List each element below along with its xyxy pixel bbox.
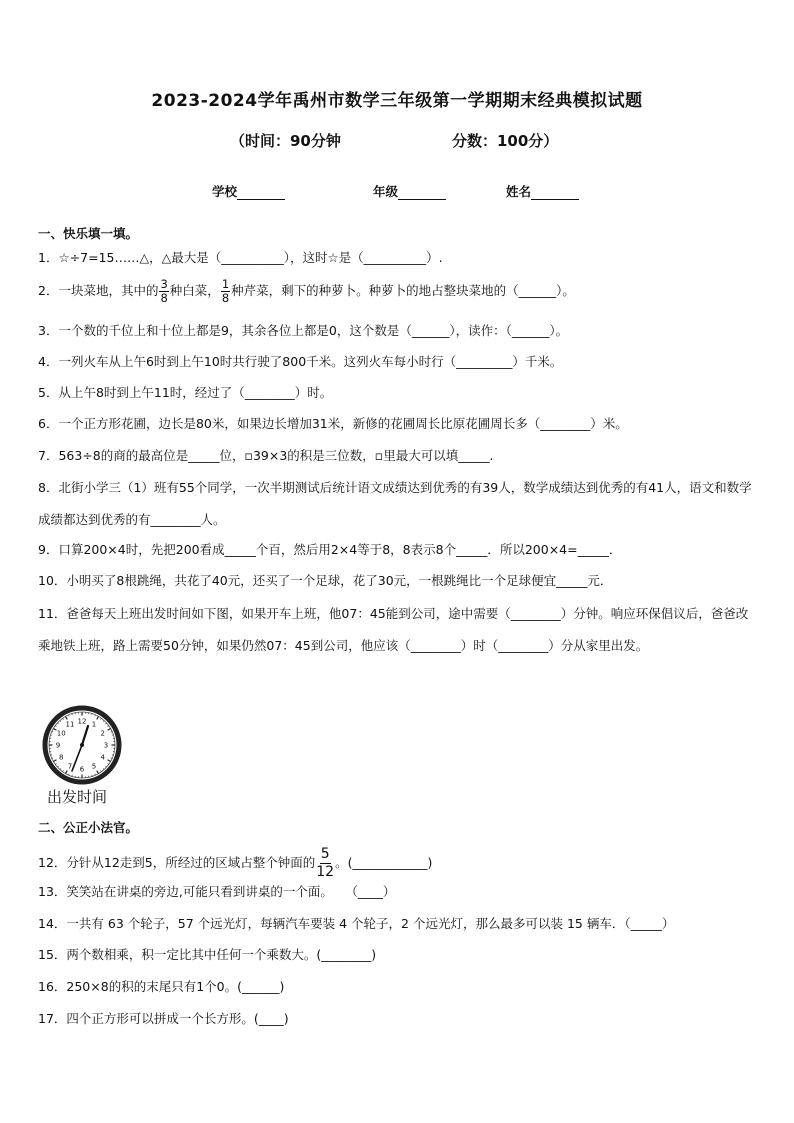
question-2-text-a: 2．一块菜地，其中的: [38, 283, 159, 298]
question-4: 4．一列火车从上午6时到上午10时共行驶了800千米。这列火车每小时行（_________）千米。: [38, 354, 563, 369]
question-11: 11．爸爸每天上班出发时间如下图，如果开车上班，他07：45能到公司，途中需要（________）分钟。响应环保倡议后，爸爸改乘地铁上班，路上需要50分钟，如果仍然07：45到公司，他应该（________）时（________）分从家里出发。: [38, 606, 749, 653]
fraction-three-eighths: $\frac{3}{8}$: [160, 277, 168, 305]
clock-number: 11: [65, 720, 75, 729]
clock-number: 7: [67, 762, 73, 771]
question-7: 7．563÷8的商的最高位是_____位，▫39×3的积是三位数，▫里最大可以填_____.: [38, 448, 494, 463]
exam-title: 2023-2024学年禹州市数学三年级第一学期期末经典模拟试题: [151, 91, 643, 111]
question-5: 5．从上午8时到上午11时，经过了（________）时。: [38, 385, 333, 400]
clock-number: 9: [55, 741, 61, 750]
question-6: 6．一个正方形花圃，边长是80米，如果边长增加31米，新修的花圃周长比原花圃周长多（________）米。: [38, 416, 628, 431]
grade-label: 年级: [373, 184, 399, 199]
question-16: 16．250×8的积的末尾只有1个0。(______): [38, 979, 285, 994]
clock-number: 8: [58, 753, 64, 762]
school-label: 学校: [212, 184, 238, 199]
question-15: 15．两个数相乘，积一定比其中任何一个乘数大。(________): [38, 947, 377, 962]
grade-field: [373, 182, 446, 200]
section-heading-2: 二、公正小法官。: [38, 820, 139, 835]
name-field: [506, 182, 579, 200]
fraction-one-eighth: $\frac{1}{8}$: [221, 277, 230, 305]
question-14: 14．一共有 63 个轮子，57 个远光灯，每辆汽车要装 4 个轮子，2 个远光灯，那么最多可以装 15 辆车．（_____）: [38, 916, 675, 931]
question-2: [38, 278, 575, 305]
fraction-five-twelfths: $\frac{5}{12}$: [316, 846, 335, 880]
question-1: 1．☆÷7=15……△，△最大是（__________），这时☆是（__________）.: [38, 250, 443, 265]
school-field: [212, 182, 285, 200]
grade-blank[interactable]: [398, 185, 446, 200]
question-12: [38, 846, 432, 881]
clock-center: [80, 743, 84, 747]
question-12-text-a: 12．分针从12走到5，所经过的区域占整个钟面的: [38, 855, 316, 870]
clock-number: 10: [56, 729, 66, 738]
name-blank[interactable]: [531, 185, 579, 200]
question-17: 17．四个正方形可以拼成一个长方形。(____): [38, 1011, 289, 1026]
question-2-text-c: 种芹菜，剩下的种萝卜。种萝卜的地占整块菜地的（______）。: [231, 283, 575, 298]
question-2-text-b: 种白菜，: [169, 283, 220, 298]
clock-number: 4: [100, 753, 106, 762]
clock-number: 6: [79, 765, 85, 774]
question-8: 8．北街小学三（1）班有55个同学，一次半期测试后统计语文成绩达到优秀的有39人，数学成绩达到优秀的有41人，语文和数学成绩都达到优秀的有________人。: [38, 480, 752, 527]
name-label: 姓名: [506, 184, 532, 199]
section-heading-1: 一、快乐填一填。: [38, 226, 139, 241]
clock-number: 1: [91, 720, 97, 729]
school-blank[interactable]: [237, 185, 285, 200]
question-12-text-b: 。(____________): [335, 855, 433, 870]
clock-caption: 出发时间: [47, 788, 108, 806]
clock-number: 3: [103, 741, 109, 750]
question-10: 10．小明买了8根跳绳，共花了40元，还买了一个足球，花了30元，一根跳绳比一个足球便宜_____元．: [38, 573, 613, 588]
question-3: 3．一个数的千位上和十位上都是9，其余各位上都是0，这个数是（______），读作：（______）。: [38, 323, 569, 338]
clock-number: 5: [91, 762, 97, 771]
question-13: 13．笑笑站在讲桌的旁边,可能只看到讲桌的一个面。 （____）: [38, 884, 396, 899]
question-9: 9．口算200×4时，先把200看成_____个百，然后用2×4等于8，8表示8个_____．所以200×4=_____．: [38, 542, 622, 557]
clock-figure: [42, 705, 122, 789]
clock-icon: [42, 705, 122, 785]
clock-number: 12: [77, 717, 87, 726]
exam-score: 分数：100分）: [452, 132, 559, 150]
exam-time: （时间：90分钟: [230, 132, 341, 150]
clock-number: 2: [100, 729, 106, 738]
